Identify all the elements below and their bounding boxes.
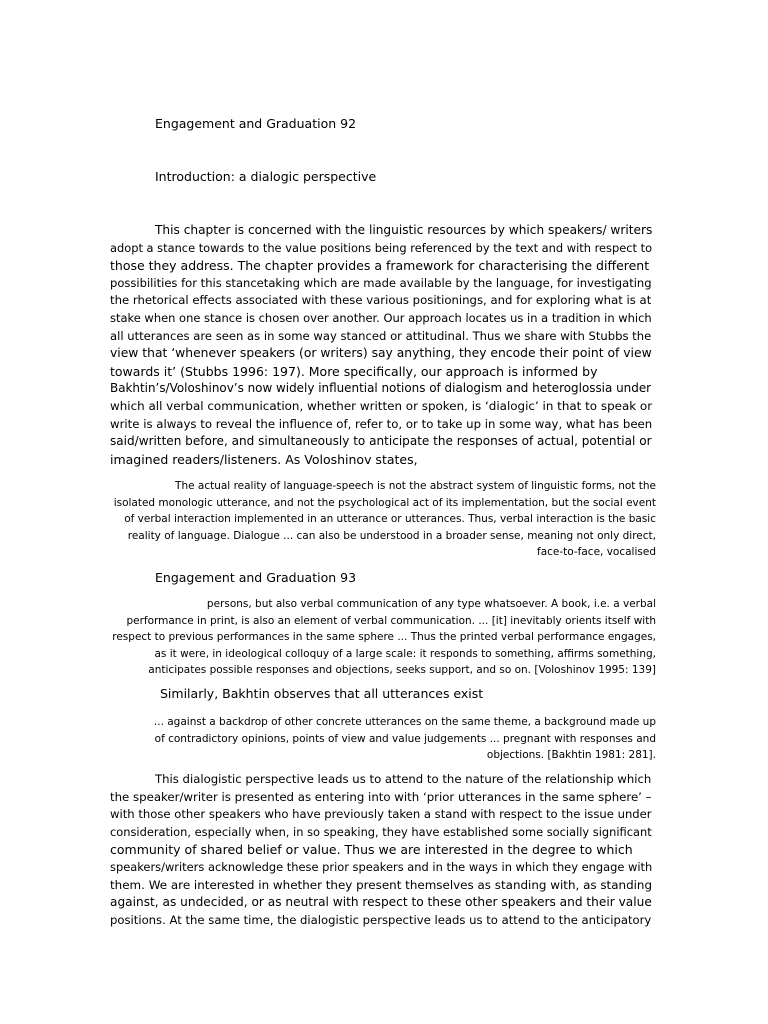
dialogistic-paragraph [110,771,655,929]
text-line: those they address. The chapter provides a framework for characterising the different [110,258,650,274]
page-header-92: Engagement and Graduation 92 [155,116,357,131]
text-line: towards it’ (Stubbs 1996: 197). More specifically, our approach is informed by [110,363,598,379]
block-quote-continued [96,596,656,679]
text-line: write is always to reveal the influence of, refer to, or to take up in some way, what has been [110,416,653,431]
text-line: view that ‘whenever speakers (or writers) say anything, they encode their point of view [110,346,652,361]
quote-line: isolated monologic utterance, and not the psychological act of its implementation, but the social event [113,496,656,509]
text-line: imagined readers/listeners. As Voloshinov states, [110,451,418,467]
quote-line: anticipates possible responses and objections, seeks support, and so on. [Voloshinov 1995: 139] [148,664,656,676]
text-line: community of shared belief or value. Thus we are interested in the degree to which [110,842,633,858]
text-line: them. We are interested in whether they present themselves as standing with, as standing [110,877,653,892]
bakhtin-intro: Similarly, Bakhtin observes that all utterances exist [160,686,484,701]
text-line: possibilities for this stancetaking which are made available by the language, for investigating [110,275,652,290]
block-quote-bakhtin [96,714,656,764]
text-line: against, as undecided, or as neutral with respect to these other speakers and their value [110,895,652,910]
quote-line: as it were, in ideological colloquy of a large scale: it responds to something, affirms something, [154,647,656,660]
quote-line: respect to previous performances in the same sphere ... Thus the printed verbal performance engages, [112,631,656,643]
text-line: Bakhtin’s/Voloshinov’s now widely influential notions of dialogism and heteroglossia under [110,381,652,396]
quote-line: of contradictory opinions, points of view and value judgements ... pregnant with responses and [154,732,656,745]
text-line: the speaker/writer is presented as entering into with ‘prior utterances in the same sphere’ – [110,789,652,804]
text-line: positions. At the same time, the dialogistic perspective leads us to attend to the anticipatory [110,912,652,927]
block-quote-voloshinov [96,478,656,561]
quote-line: of verbal interaction implemented in an utterance or utterances. Thus, verbal interaction is the basic [124,513,656,525]
quote-line: The actual reality of language-speech is not the abstract system of linguistic forms, not the [175,480,656,492]
text-line: with those other speakers who have previously taken a stand with respect to the issue under [110,807,652,822]
quote-line: face-to-face, vocalised [537,546,656,558]
intro-paragraph [110,222,655,468]
quote-line: reality of language. Dialogue ... can also be understood in a broader sense, meaning not only direct, [127,529,656,542]
page-header-93: Engagement and Graduation 93 [155,570,357,585]
text-line: speakers/writers acknowledge these prior speakers and in the ways in which they engage with [110,859,653,874]
text-line: said/written before, and simultaneously to anticipate the responses of actual, potential or [110,434,652,449]
text-line: consideration, especially when, in so speaking, they have established some socially significant [110,824,652,839]
quote-line: performance in print, is also an element of verbal communication. ... [it] inevitably orients itself with [126,614,656,627]
quote-line: objections. [Bakhtin 1981: 281]. [486,749,656,761]
text-line: This chapter is concerned with the linguistic resources by which speakers/ writers [155,223,653,237]
text-line: stake when one stance is chosen over another. Our approach locates us in a tradition in which [110,310,652,325]
text-line: adopt a stance towards to the value positions being referenced by the text and with respect to [110,240,653,255]
text-line: This dialogistic perspective leads us to attend to the nature of the relationship which [155,772,652,786]
text-line: which all verbal communication, whether written or spoken, is ‘dialogic’ in that to speak or [110,398,653,413]
text-line: the rhetorical effects associated with these various positionings, and for exploring what is at [110,293,652,308]
quote-line: persons, but also verbal communication of any type whatsoever. A book, i.e. a verbal [206,598,656,610]
section-title: Introduction: a dialogic perspective [155,169,377,184]
quote-line: ... against a backdrop of other concrete utterances on the same theme, a background made up [153,716,656,728]
text-line: all utterances are seen as in some way stanced or attitudinal. Thus we share with Stubbs the [110,328,652,343]
